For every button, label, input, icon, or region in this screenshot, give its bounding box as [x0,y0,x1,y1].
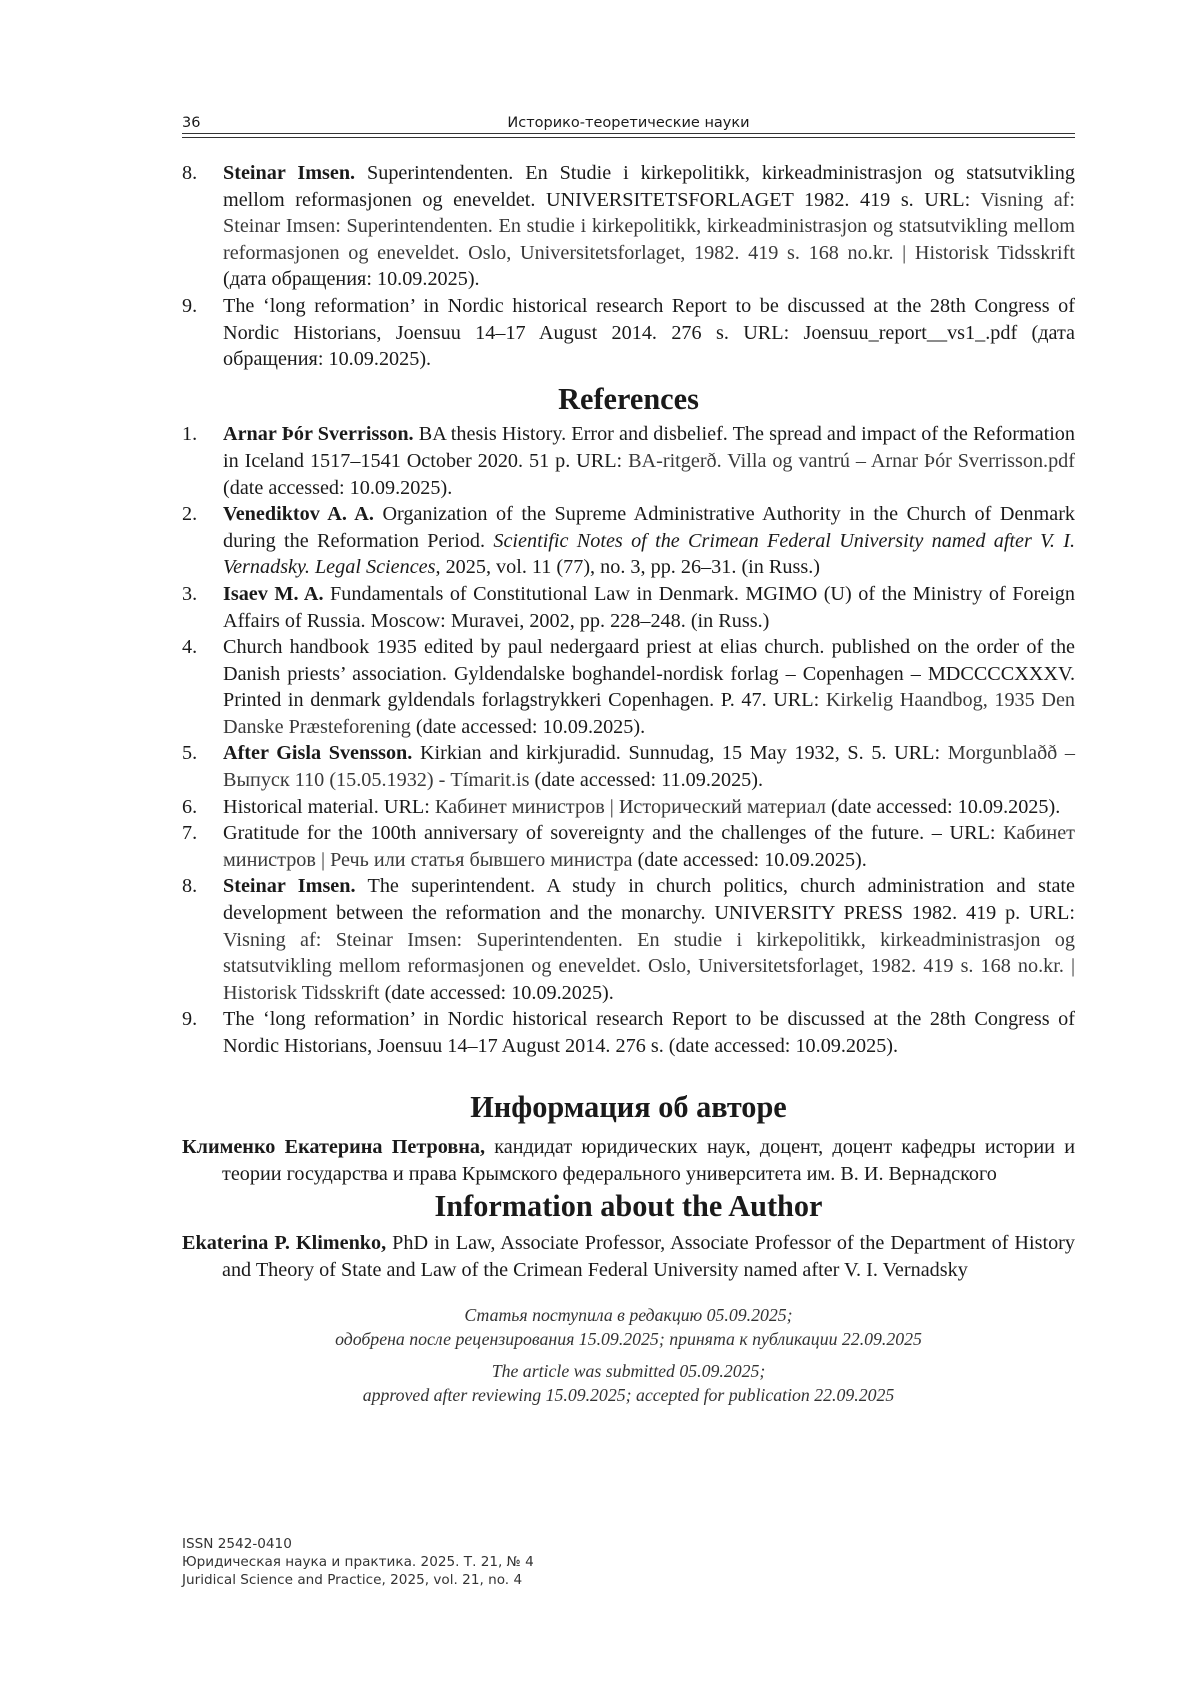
ref-text: Kirkian and kirkjuradid. Sunnudag, 15 May 1932, S. 5. URL: [412,742,948,765]
submission-dates-ru [182,1303,1075,1351]
ref-text: Historical material. URL: [223,795,435,818]
ref-text: Organization of the Supreme Administrative Authority in the Church of Denmark during the Reformation Period. [223,503,1076,552]
page-footer [182,1536,534,1589]
item-number: 7. [182,822,198,845]
ref-author: Steinar Imsen. [223,875,356,898]
ref-tail: (дата обращения: 10.09.2025). [223,321,1075,371]
running-title: Историко-теоретические науки [507,115,750,131]
ref-tail: (date accessed: 10.09.2025). [632,848,867,871]
item-number: 4. [182,636,198,659]
page-number: 36 [182,115,201,131]
ref-author: Arnar Þór Sverrisson. [223,423,414,446]
header-rule-thick [182,133,1075,134]
item-number: 1. [182,423,198,446]
ref-url: Visning af: Steinar Imsen: Superintendenten. En studie i kirkepolitikk, kirkeadministrasjon og statsutvikling mellom reformasjonen og eneveldet. Oslo, Universitetsforlaget, 1982. 419 s. 168 no.kr. | Historisk Tidsskrift [223,188,1075,264]
submission-dates-en [182,1359,1075,1407]
ref-text: Gratitude for the 100th anniversary of sovereignty and the challenges of the future. – URL: [223,822,1004,845]
author-info-ru [182,1134,1075,1187]
ref-url: Visning af: Steinar Imsen: Superintendenten. En studie i kirkepolitikk, kirkeadministrasjon og statsutvikling mellom reformasjonen og eneveldet. Oslo, Universitetsforlaget, 1982. 419 s. 168 no.kr. | Historisk Tidsskrift [223,928,1075,1004]
ref-tail: (date accessed: 10.09.2025). [410,715,646,738]
author-info-en [182,1230,1075,1283]
ref-journal-title: Scientific Notes of the Crimean Federal University named after V. I. Vernadsky. Legal Sciences [223,529,1076,579]
author-description-en: PhD in Law, Associate Professor, Associate Professor of the Department of History and Theory of State and Law of the Crimean Federal University named after V. I. Vernadsky [222,1231,1075,1281]
dates-en-line2: approved after reviewing 15.09.2025; accepted for publication 22.09.2025 [362,1385,895,1406]
russian-reference-list-tail [182,160,1075,373]
author-info-heading-ru: Информация об авторе [470,1089,787,1124]
ref-url: Kirkelig Haandbog, 1935 Den Danske Præsteforening [223,689,1075,738]
list-item [182,501,1075,581]
list-item [182,794,1075,821]
footer-journal-ru: Юридическая наука и практика. 2025. Т. 21, № 4 [182,1553,534,1570]
list-item [182,581,1075,634]
item-number: 8. [182,162,198,184]
ref-author: Venediktov A. A. [223,503,374,526]
ref-text: The superintendent. A study in church politics, church administration and state development between the reformation and the monarchy. UNIVERSITY PRESS 1982. 419 p. URL: [223,875,1075,925]
references-heading: References [558,381,699,416]
list-item [182,160,1075,293]
ref-tail: (date accessed: 10.09.2025). [379,981,614,1004]
dates-ru-line2: одобрена после рецензирования 15.09.2025; принята к публикации 22.09.2025 [335,1329,922,1350]
author-name-en: Ekaterina P. Klimenko, [182,1231,387,1254]
ref-tail: (date accessed: 10.09.2025). [223,476,453,499]
item-number: 2. [182,503,198,526]
page-body [182,160,1075,1407]
author-name-ru: Клименко Екатерина Петровна, [182,1136,486,1159]
list-item [182,634,1075,740]
item-number: 9. [182,294,198,317]
list-item [182,820,1075,873]
ref-tail: (дата обращения: 10.09.2025). [223,268,480,291]
ref-url: BA-ritgerð. Villa og vantrú – Arnar Þór Sverrisson.pdf [628,449,1075,472]
author-description-ru: кандидат юридических наук, доцент, доцент кафедры истории и теории государства и права Крымского федерального университета им. В. И. Вернадского [222,1136,1075,1185]
list-item [182,873,1075,1006]
list-item [182,740,1075,793]
item-number: 5. [182,742,198,765]
item-number: 6. [182,795,198,818]
references-list [182,421,1075,1059]
footer-issn: ISSN 2542-0410 [182,1536,292,1552]
list-item [182,293,1075,373]
dates-ru-line1: Статья поступила в редакцию 05.09.2025; [464,1305,793,1326]
ref-author: Steinar Imsen. [223,162,356,184]
header-rule-thin [182,137,1075,138]
ref-url: Morgunblaðð – Выпуск 110 (15.05.1932) - Tímarit.is [223,742,1075,792]
ref-tail: (date accessed: 10.09.2025). [825,795,1061,818]
ref-author: Isaev M. A. [223,582,324,605]
ref-tail: , 2025, vol. 11 (77), no. 3, pp. 26–31. (in Russ.) [435,556,820,579]
ref-text: The ‘long reformation’ in Nordic historical research Report to be discussed at the 28th Congress of Nordic Historians, Joensuu 14–17 August 2014. 276 s. (date accessed: 10.09.2025). [223,1008,1075,1057]
ref-url: Кабинет министров | Речь или статья бывшего министра [223,822,1075,871]
ref-url: Joensuu_report__vs1_.pdf [803,321,1018,344]
ref-url: Кабинет министров | Исторический материал [434,795,826,818]
footer-journal-en: Juridical Science and Practice, 2025, vol. 21, no. 4 [182,1571,523,1588]
item-number: 3. [182,582,198,605]
dates-en-line1: The article was submitted 05.09.2025; [491,1361,766,1382]
ref-text: The ‘long reformation’ in Nordic historical research Report to be discussed at the 28th Congress of Nordic Historians, Joensuu 14–17 August 2014. 276 s. URL: [223,294,1075,344]
item-number: 8. [182,875,198,898]
ref-text: Superintendenten. En Studie i kirkepolitikk, kirkeadministrasjon og statsutvikling mellom reformasjonen og eneveldet. UNIVERSITETSFORLAGET 1982. 419 s. URL: [223,162,1075,211]
item-number: 9. [182,1008,198,1031]
list-item [182,1006,1075,1059]
ref-tail: (date accessed: 11.09.2025). [529,769,764,792]
list-item [182,421,1075,501]
ref-text: Church handbook 1935 edited by paul nedergaard priest at elias church. published on the order of the Danish priests’ association. Gyldendalske boghandel-nordisk forlag – Copenhagen – MDCCCCXXXV. Printed in denmark gyldendals forlagstrykkeri Copenhagen. P. 47. URL: [223,636,1075,712]
ref-text: Fundamentals of Constitutional Law in Denmark. MGIMO (U) of the Ministry of Foreign Affairs of Russia. Moscow: Muravei, 2002, pp. 228–248. (in Russ.) [223,582,1075,632]
author-info-heading-en: Information about the Author [434,1189,823,1224]
ref-author: After Gisla Svensson. [223,742,413,765]
ref-text: BA thesis History. Error and disbelief. The spread and impact of the Reformation in Iceland 1517–1541 October 2020. 51 p. URL: [223,423,1075,472]
